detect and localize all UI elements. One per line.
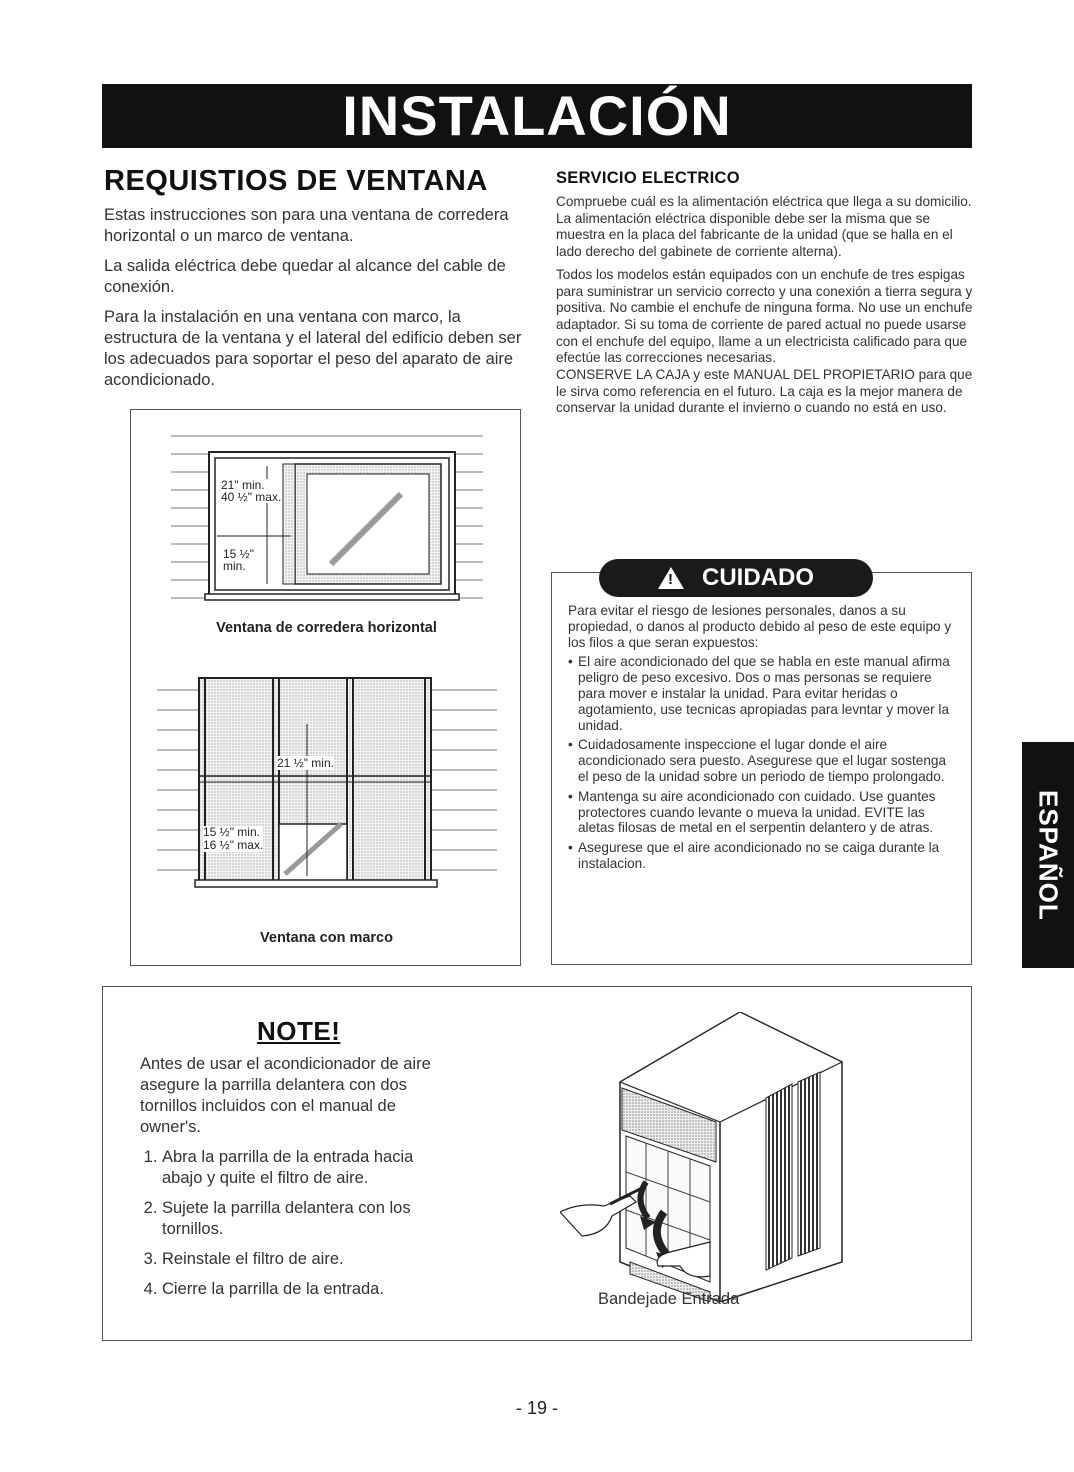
figure-caption-sliding: Ventana de corredera horizontal [216, 620, 437, 636]
paragraph: Compruebe cuál es la alimentación eléctrica que llega a su domicilio. La alimentación eléctrica disponible debe ser la misma que se muestra en la placa del fabricante de la unidad (que se halla en el lado derecho del gabinete de corriente alterna). [556, 194, 972, 260]
caution-label: CUIDADO [702, 564, 814, 591]
paragraph: La salida eléctrica debe quedar al alcance del cable de conexión. [104, 257, 506, 296]
dimension-top-max: 40 ½" max. [221, 490, 282, 504]
list-item: 2. Sujete la parrilla delantera con los tornillos. [162, 1198, 450, 1240]
air-conditioner-illustration [560, 1012, 860, 1302]
paragraph: Estas instrucciones son para una ventana de corredera horizontal o un marco de ventana. [104, 206, 509, 245]
list-item: • El aire acondicionado del que se habla en este manual afirma peligro de peso excesivo. Dos o mas personas se requiere para mover e instalar la unidad. Para evitar heridas o agotamiento, use tecnicas apropiadas para levntar y mover la unidad. [568, 654, 960, 733]
electric-service-text [556, 194, 974, 423]
note-text [140, 1054, 450, 1309]
paragraph: Todos los modelos están equipados con un enchufe de tres espigas para suministrar un servicio correcto y una conexión a tierra segura y positiva. No cambie el enchufe de ninguna forma. No use un enchufe adaptador. Si su toma de corriente de pared actual no puede usarse con el enchufe del equipo, llame a un electricista calificado para que efectúe las correcciones necesarias. [556, 266, 973, 366]
list-item: 4. Cierre la parrilla de la entrada. [162, 1279, 450, 1300]
caution-badge [599, 559, 873, 597]
note-intro: Antes de usar el acondicionador de aire asegure la parrilla delantera con dos tornillos incluidos con el manual de owner's. [140, 1055, 431, 1136]
dimension-label [203, 826, 263, 852]
dimension-label [221, 479, 281, 503]
section-heading-electric: SERVICIO ELECTRICO [556, 169, 740, 187]
language-side-tab: ESPAÑOL [1022, 742, 1074, 968]
warning-icon: ! [658, 567, 684, 589]
window-requirements-text [104, 205, 522, 400]
framed-window-illustration [157, 674, 497, 914]
dimension-bottom-min: min. [223, 559, 246, 573]
dimension-low-max: 16 ½" max. [203, 838, 264, 852]
dimension-low-min: 15 ½" min. [203, 825, 260, 839]
list-item: • Cuidadosamente inspeccione el lugar donde el aire acondicionado sera puesto. Asegurese que el lugar sostenga el peso de la unidad sobre un periodo de tiempo prolongado. [568, 737, 960, 784]
window-figures-box [130, 409, 521, 966]
note-title: NOTE! [257, 1016, 341, 1046]
ac-image-caption: Bandejade Entrada [598, 1290, 740, 1308]
caution-list [568, 654, 960, 871]
sliding-window-illustration [171, 424, 483, 614]
list-item: • Mantenga su aire acondicionado con cuidado. Use guantes protectores cuando levante o mueva la unidad. EVITE las aletas filosas de metal en el serpentin delantero y de atras. [568, 789, 960, 836]
paragraph: CONSERVE LA CAJA y este MANUAL DEL PROPIETARIO para que le sirva como referencia en el futuro. La caja es la mejor manera de conservar la unidad durante el invierno o cuando no está en uso. [556, 367, 973, 416]
list-item: 1. Abra la parrilla de la entrada hacia abajo y quite el filtro de aire. [162, 1147, 450, 1189]
section-heading-window-requirements: REQUISTIOS DE VENTANA [104, 165, 488, 197]
caution-text [568, 603, 960, 876]
paragraph: Para la instalación en una ventana con marco, la estructura de la ventana y el lateral del edificio deben ser los adecuados para soportar el peso del aparato de aire acondicionado. [104, 308, 522, 389]
dimension-label [223, 548, 254, 572]
caution-intro: Para evitar el riesgo de lesiones personales, danos a su propiedad, o danos al producto debido al peso de este equipo y los filos a que seran expuestos: [568, 603, 952, 650]
list-item: • Asegurese que el aire acondicionado no se caiga durante la instalacion. [568, 840, 960, 872]
page-title-banner: INSTALACIÓN [102, 84, 972, 148]
dimension-bottom-value: 15 ½" [223, 547, 254, 561]
dimension-top-min: 21" min. [221, 478, 265, 492]
dimension-label: 21 ½" min. [277, 756, 334, 770]
figure-caption-framed: Ventana con marco [260, 930, 393, 946]
page-number: - 19 - [515, 1398, 558, 1418]
note-steps [140, 1147, 450, 1300]
list-item: 3. Reinstale el filtro de aire. [162, 1249, 450, 1270]
